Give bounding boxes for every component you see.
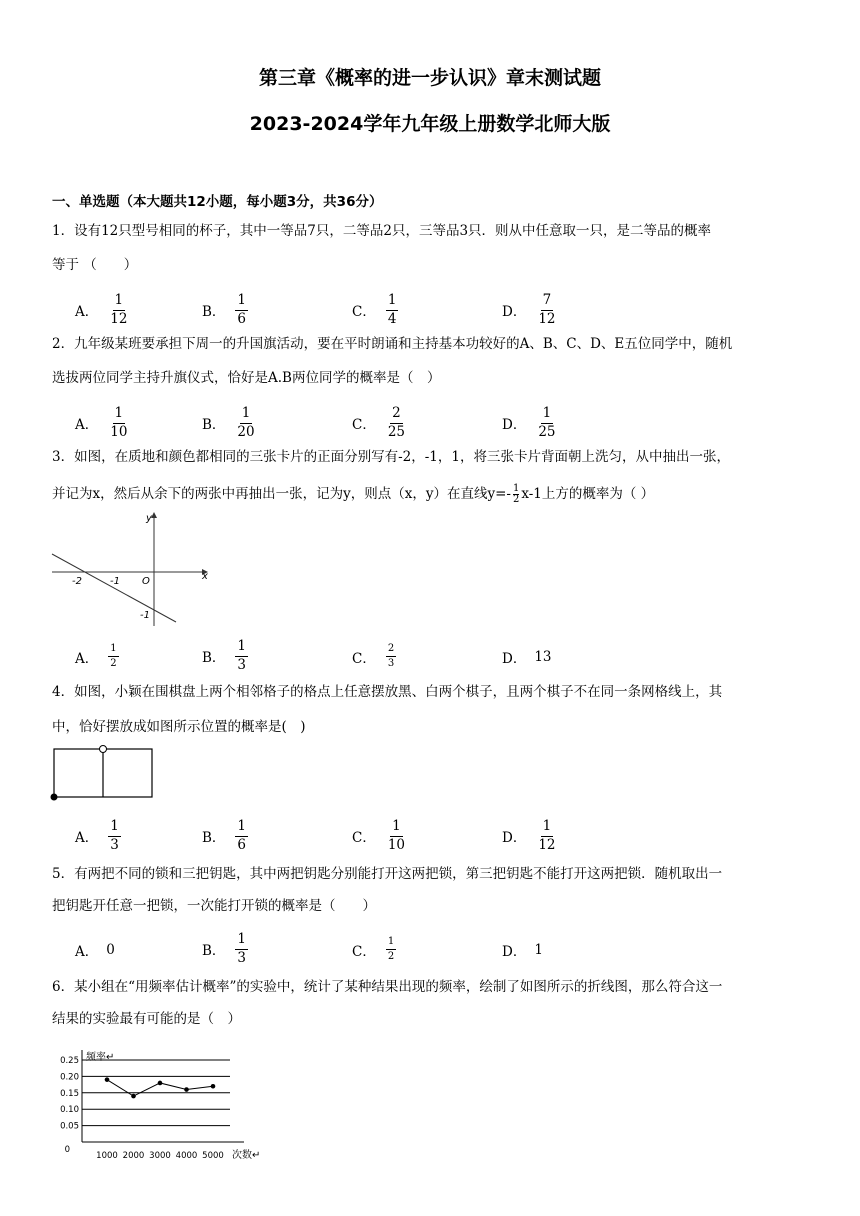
- q4-option-b: [202, 820, 248, 852]
- x-tick-label: 4000: [175, 1151, 198, 1161]
- q6-line1: 6．某小组在“用频率估计概率”的实验中，统计了某种结果出现的频率，绘制了如图所示的折线图，那么符合这一: [52, 979, 723, 995]
- data-point: [211, 1084, 216, 1089]
- x-tick-label: 5000: [202, 1151, 224, 1161]
- q5-option-b: [202, 933, 248, 965]
- page-title: 第三章《概率的进一步认识》章末测试题: [258, 67, 601, 89]
- option-label: C．: [352, 650, 376, 667]
- x-axis-label: 次数↵: [232, 1150, 261, 1161]
- fraction-numerator: 1: [113, 294, 126, 311]
- option-label: D．: [502, 417, 527, 433]
- y-tick-label: 0.15: [60, 1088, 79, 1099]
- fraction-denominator: 6: [237, 836, 247, 853]
- data-point: [105, 1077, 110, 1082]
- option-value: 13: [534, 649, 552, 665]
- x-tick-label: 3000: [149, 1151, 171, 1161]
- fraction-denominator: 20: [237, 423, 255, 440]
- fraction-numerator: 1: [386, 937, 396, 950]
- y-tick-label: 0.10: [60, 1105, 79, 1116]
- fraction-numerator: 1: [541, 820, 554, 837]
- option-label: C．: [352, 417, 376, 433]
- fraction-numerator: 1: [235, 933, 248, 950]
- fraction-numerator: 1: [108, 820, 121, 837]
- option-fraction: [108, 407, 129, 439]
- option-fraction: [235, 407, 256, 439]
- x-tick-label: 1000: [96, 1151, 118, 1161]
- q3-inline-den: 2: [512, 494, 520, 505]
- fraction-numerator: 1: [235, 820, 248, 837]
- fraction-denominator: 2: [387, 951, 395, 962]
- fraction-numerator: 1: [113, 407, 126, 424]
- q1-option-a: [75, 294, 129, 326]
- option-fraction: [536, 294, 557, 326]
- option-label: D．: [502, 944, 527, 960]
- x-tick-label: 2000: [122, 1151, 145, 1161]
- y-tick-minus1: -1: [140, 610, 150, 621]
- option-label: B．: [202, 304, 226, 320]
- q3-inline-fraction: [513, 484, 519, 505]
- q4-line1: 4．如图，小颖在围棋盘上两个相邻格子的格点上任意摆放黑、白两个棋子，且两个棋子不在同一条网格线上，其: [52, 684, 723, 700]
- q3-line1: 3．如图，在质地和颜色都相同的三张卡片的正面分别写有-2，-1，1，将三张卡片背面朝上洗匀，从中抽出一张，: [52, 449, 730, 465]
- fraction-numerator: 1: [240, 407, 253, 424]
- black-stone: [51, 794, 58, 801]
- q3-graph: [50, 508, 220, 628]
- option-value: 1: [534, 942, 543, 958]
- fraction-denominator: 3: [387, 658, 395, 669]
- q1-option-b: [202, 294, 248, 326]
- option-fraction: [235, 640, 248, 672]
- fraction-numerator: 1: [235, 640, 248, 657]
- q4-option-a: [75, 820, 121, 852]
- x-axis-label: x: [202, 571, 208, 582]
- q4-line2: 中，恰好摆放成如图所示位置的概率是( ): [52, 719, 306, 735]
- q2-line2: 选拔两位同学主持升旗仪式，恰好是A.B两位同学的概率是（ ）: [52, 370, 441, 386]
- q2-option-d: [502, 407, 558, 439]
- fraction-numerator: 1: [386, 294, 399, 311]
- q3-option-a: [75, 644, 119, 669]
- option-label: D．: [502, 304, 527, 320]
- q5-line1: 5．有两把不同的锁和三把钥匙，其中两把钥匙分别能打开这两把锁，第三把钥匙不能打开这两把锁．随机取出一: [52, 866, 723, 882]
- fraction-numerator: 1: [108, 644, 118, 657]
- fraction-denominator: 4: [387, 310, 397, 327]
- option-fraction: [536, 407, 557, 439]
- q3-inline-num: 1: [512, 483, 520, 494]
- tick-minus1: -1: [110, 576, 120, 587]
- y-axis-label: 频率↵: [86, 1052, 115, 1063]
- data-point: [131, 1094, 136, 1099]
- data-point: [158, 1081, 163, 1086]
- y-axis-label: y: [146, 513, 152, 524]
- q3-line2: [52, 482, 654, 505]
- q3-option-c: [352, 644, 396, 669]
- q4-option-d: [502, 820, 558, 852]
- fraction-denominator: 3: [237, 949, 247, 966]
- option-fraction: [235, 933, 248, 965]
- graph-line: [52, 554, 176, 622]
- option-value: 0: [106, 942, 115, 958]
- fraction-denominator: 2: [110, 658, 117, 669]
- q3-option-b: [202, 640, 248, 672]
- fraction-numerator: 7: [541, 294, 554, 311]
- fraction-denominator: 3: [110, 836, 119, 853]
- q1-line2: 等于 （ ）: [52, 257, 138, 273]
- option-fraction: [235, 820, 248, 852]
- fraction-numerator: 1: [541, 407, 554, 424]
- option-fraction: [386, 294, 399, 326]
- q1-line1: 1．设有12只型号相同的杯子，其中一等品7只，二等品2只，三等品3只．则从中任意取一只，是二等品的概率: [52, 223, 712, 239]
- fraction-denominator: 12: [538, 836, 556, 853]
- q3-line2-a: 并记为x，然后从余下的两张中再抽出一张，记为y，则点（x，y）在直线y=-: [52, 486, 511, 502]
- fraction-numerator: 1: [235, 294, 248, 311]
- q5-line2: 把钥匙开任意一把锁，一次能打开锁的概率是（ ）: [52, 898, 376, 914]
- fraction-numerator: 2: [386, 644, 396, 657]
- option-label: C．: [352, 943, 376, 960]
- option-fraction: [235, 294, 248, 326]
- data-point: [184, 1087, 189, 1092]
- q5-option-d: [502, 940, 543, 960]
- fraction-denominator: 25: [538, 423, 556, 440]
- option-label: A．: [75, 417, 99, 433]
- q1-option-c: [352, 294, 398, 326]
- option-fraction: [108, 294, 129, 326]
- q2-option-c: [352, 407, 407, 439]
- option-fraction: [536, 820, 557, 852]
- option-fraction: [386, 937, 396, 962]
- option-label: C．: [352, 304, 376, 320]
- fraction-denominator: 3: [237, 656, 247, 673]
- q6-line-chart: [50, 1048, 261, 1164]
- y-tick-label: 0.05: [60, 1121, 79, 1132]
- option-label: C．: [352, 830, 376, 846]
- page-subtitle: 2023-2024学年九年级上册数学北师大版: [249, 113, 611, 135]
- q5-option-a: [75, 940, 115, 960]
- option-label: A．: [75, 304, 99, 320]
- option-label: A．: [75, 650, 99, 667]
- zero-label: 0: [64, 1145, 70, 1155]
- white-stone: [100, 746, 107, 753]
- q4-board-figure: [48, 742, 158, 806]
- option-label: A．: [75, 944, 99, 960]
- option-fraction: [386, 407, 407, 439]
- fraction-denominator: 12: [538, 310, 556, 327]
- tick-minus2: -2: [72, 576, 82, 587]
- q6-line2: 结果的实验最有可能的是（ ）: [52, 1011, 241, 1027]
- fraction-denominator: 12: [110, 310, 128, 327]
- q2-option-b: [202, 407, 257, 439]
- origin-label: O: [142, 576, 150, 587]
- q1-option-d: [502, 294, 558, 326]
- option-fraction: [108, 820, 121, 852]
- fraction-denominator: 10: [110, 423, 128, 440]
- fraction-denominator: 25: [387, 423, 406, 440]
- option-label: B．: [202, 417, 226, 433]
- q4-option-c: [352, 820, 407, 852]
- q5-option-c: [352, 937, 396, 962]
- option-label: B．: [202, 650, 226, 666]
- y-tick-label: 0.25: [60, 1056, 79, 1066]
- option-label: D．: [502, 830, 527, 846]
- q3-option-d: [502, 647, 552, 667]
- option-label: A．: [75, 830, 99, 846]
- q2-line1: 2．九年级某班要承担下周一的升国旗活动，要在平时朗诵和主持基本功较好的A、B、C、D、E五位同学中，随机: [52, 336, 733, 352]
- fraction-numerator: 2: [390, 407, 403, 424]
- option-label: B．: [202, 830, 226, 846]
- option-fraction: [108, 644, 118, 669]
- fraction-numerator: 1: [390, 820, 403, 837]
- option-fraction: [386, 820, 407, 852]
- section-heading: 一、单选题（本大题共12小题，每小题3分，共36分）: [52, 194, 383, 210]
- fraction-denominator: 10: [387, 836, 406, 853]
- fraction-denominator: 6: [237, 310, 247, 327]
- option-fraction: [386, 644, 396, 669]
- option-label: B．: [202, 943, 226, 959]
- y-tick-label: 0.20: [60, 1072, 79, 1083]
- q2-option-a: [75, 407, 129, 439]
- option-label: D．: [502, 651, 527, 667]
- q3-line2-b: x-1上方的概率为（ ）: [521, 486, 655, 502]
